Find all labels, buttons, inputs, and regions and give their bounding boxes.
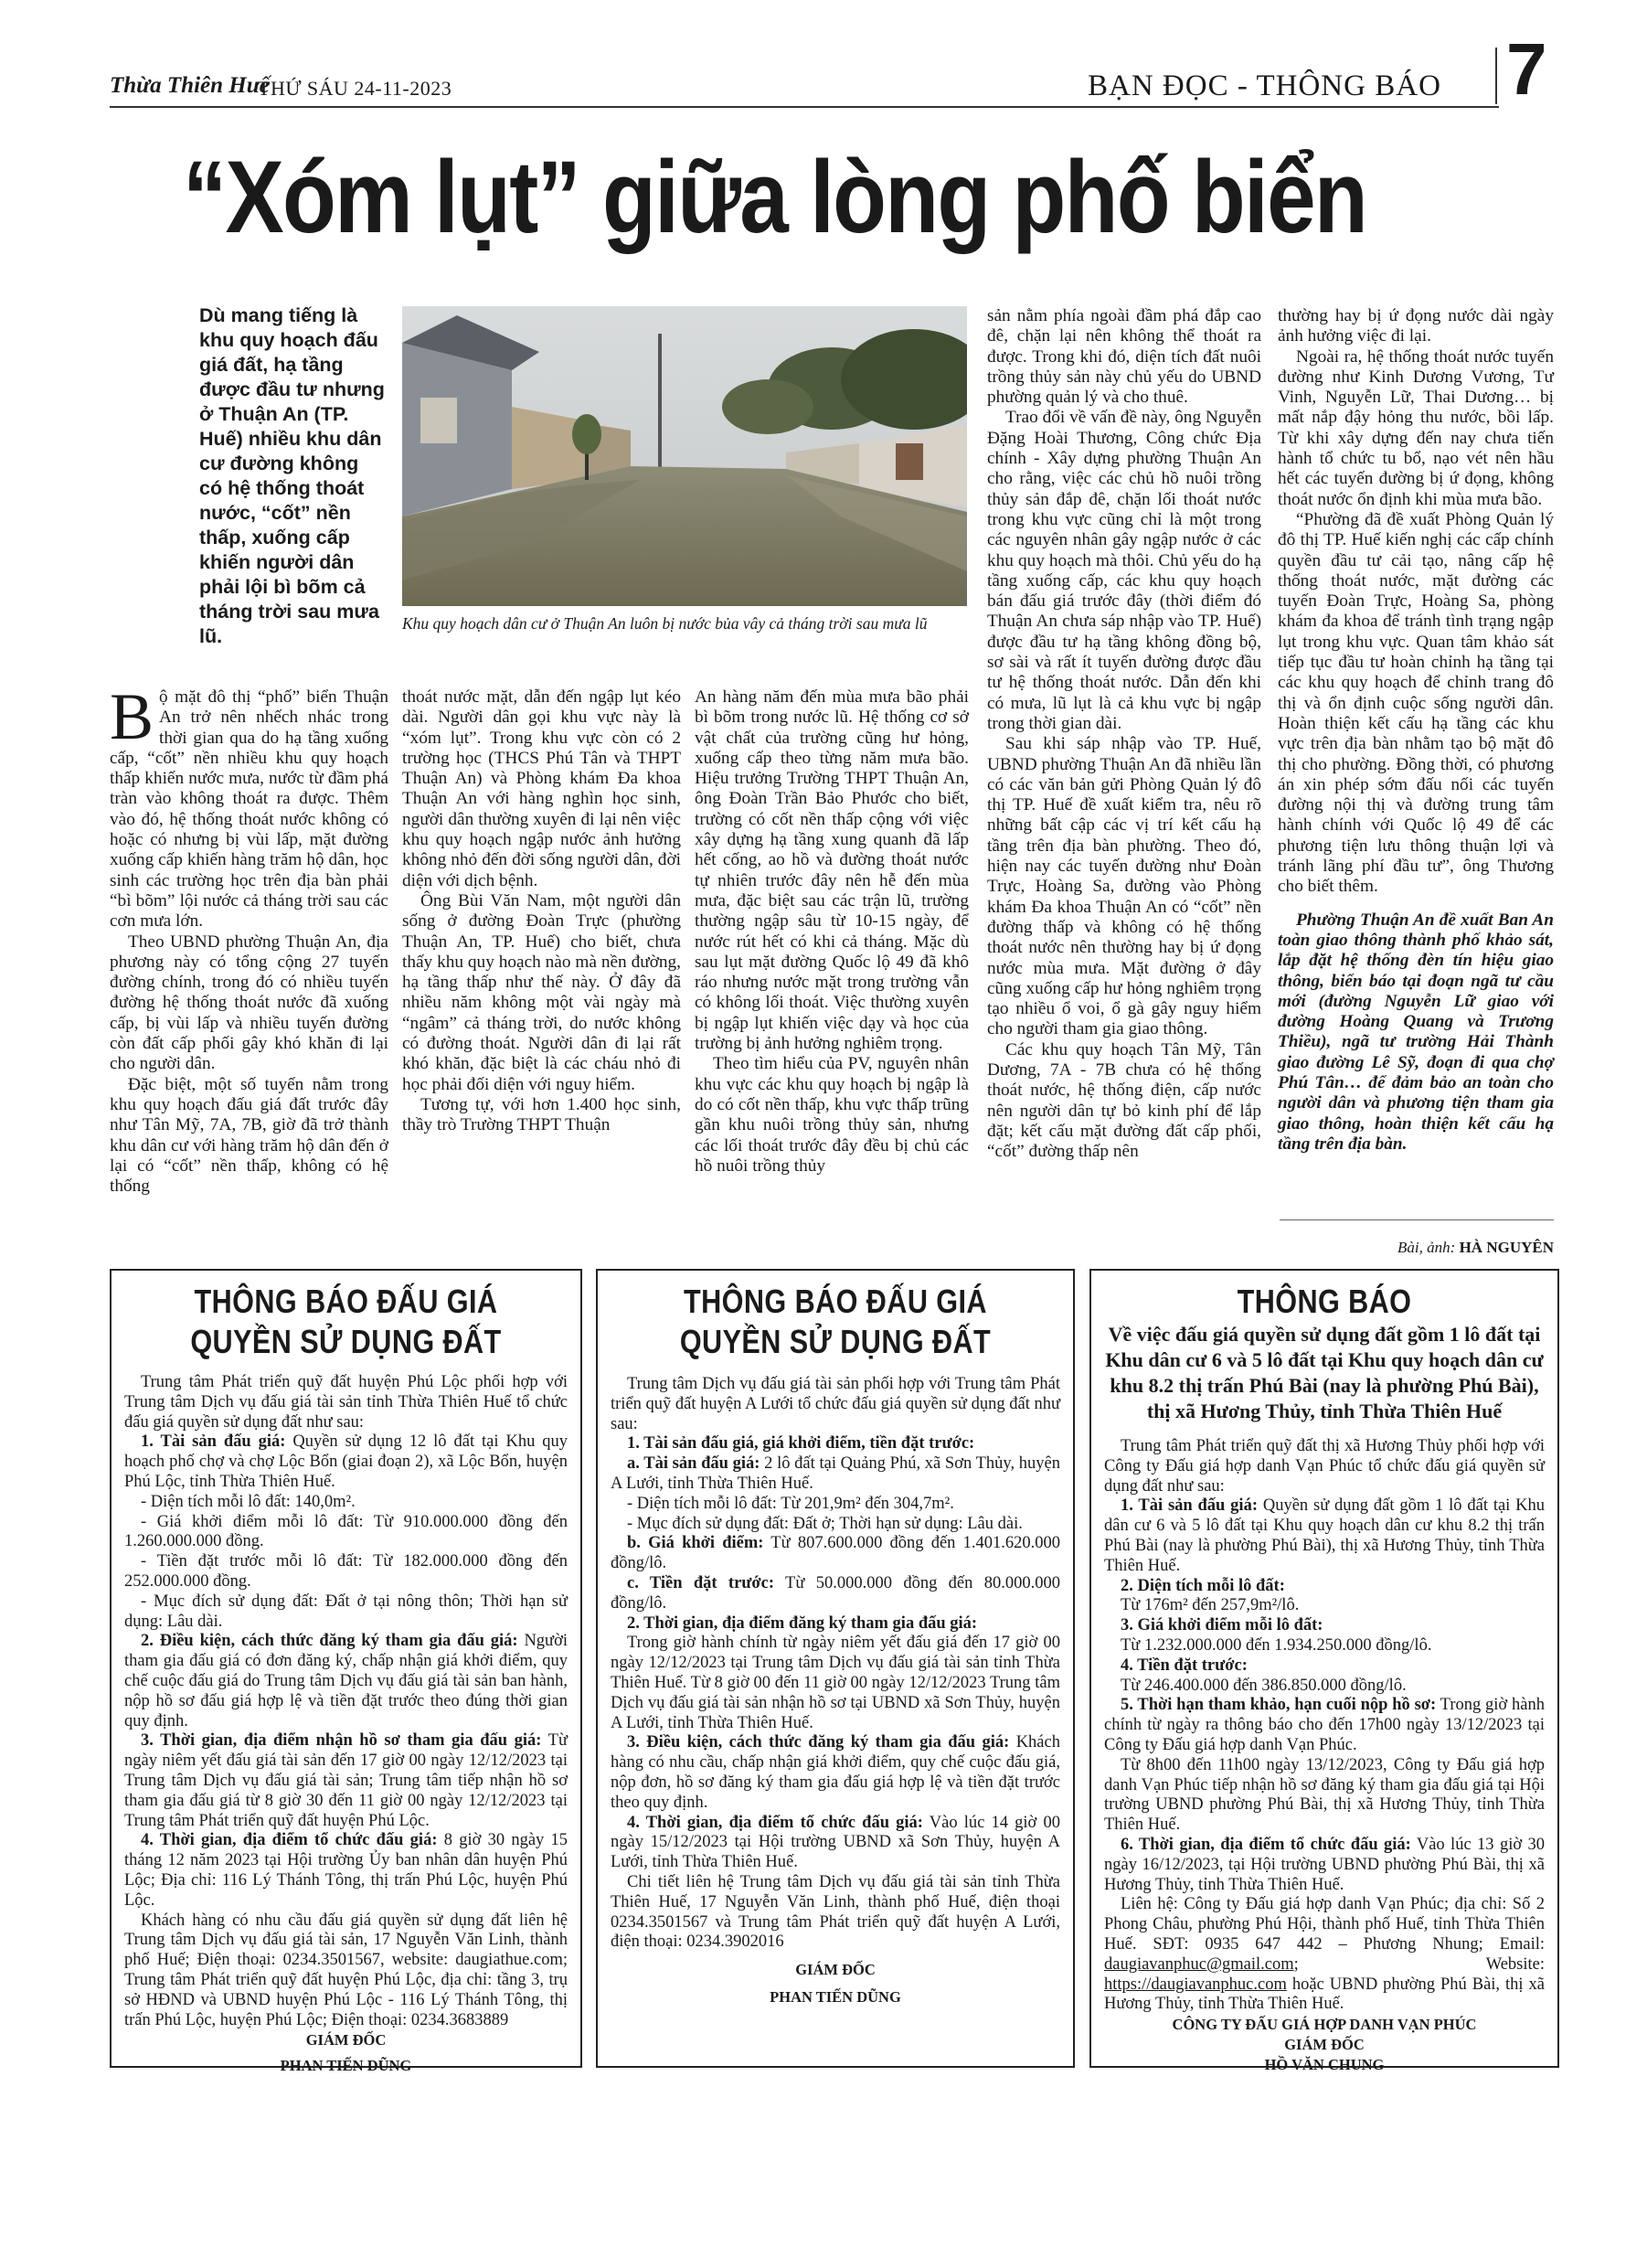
byline-prefix: Bài, ảnh:	[1397, 1239, 1460, 1256]
item-label: 3. Thời gian, địa điểm nhận hồ sơ tham gia đấu giá:	[141, 1731, 542, 1751]
article-column-1	[110, 680, 388, 1197]
paragraph: An hàng năm đến mùa mưa bão phải bì bõm trong nước lũ. Hệ thống cơ sở vật chất của trường cũng hư hỏng, xuống cấp theo từng năm mưa bão. Hiệu trưởng Trường THPT Thuận An, ông Đoàn Trần Bảo Phước cho biết, trường có cốt nền thấp cộng với việc xây dựng hạ tầng xung quanh đã lấp hết cống, ao hồ và đường thoát nước tự nhiên trước đây nên hễ đến mùa mưa, đặc biệt sau các trận lũ, trường thường ngập sâu từ 10-15 ngày, để nước rút hết có khi cả tháng. Mặc dù sau lụt mặt đường Quốc lộ 49 đã khô ráo nhưng nước mặt trong trường vẫn có không lối thoát. Việc thường xuyên bị ngập lụt khiến việc dạy và học của trường bị ảnh hưởng nghiêm trọng.	[695, 687, 969, 1054]
issue-date: THỨ SÁU 24-11-2023	[258, 77, 452, 100]
notice-item-1	[611, 1434, 1060, 1454]
notice-subitem: - Giá khởi điểm mỗi lô đất: Từ 910.000.000 đồng đến 1.260.000.000 đồng.	[124, 1512, 568, 1551]
highlight-paragraph: Phường Thuận An đề xuất Ban An toàn giao thông thành phố khảo sát, lắp đặt hệ thống đèn tín hiệu giao thông, biển báo tại đoạn ngã tư cầu mới (đường Nguyễn Lữ giao với đường Hoàng Quang và Trương Thiều), ngã tư trường Hải Thành giao đường Lê Sỹ, đoạn đi qua chợ Phú Tân… để đảm bảo an toàn cho người dân và phương tiện tham gia giao thông, hoàn thiện kết cấu hạ tầng trên địa bàn.	[1278, 910, 1554, 1154]
item-text: Khách hàng có nhu cầu, chấp nhận giá khởi điểm, quy chế cuộc đấu giá, nộp đơn, hồ sơ đăng ký tham gia đấu giá hợp lệ và tiền đặt trước theo quy định.	[611, 1733, 1060, 1812]
item-text: 8 giờ 30 ngày 15 tháng 12 năm 2023 tại Hội trường Ủy ban nhân dân huyện Phú Lộc; Địa chỉ: 116 Lý Thánh Tông, thị trấn Phú Lộc, huyện Phú Lộc.	[124, 1831, 568, 1910]
notice-item-4	[124, 1831, 568, 1911]
photo-caption: Khu quy hoạch dân cư ở Thuận An luôn bị nước bủa vây cả tháng trời sau mưa lũ	[402, 614, 928, 633]
item-label: 1. Tài sản đấu giá:	[141, 1432, 286, 1452]
website-link[interactable]: https://daugiavanphuc.com	[1104, 1975, 1287, 1994]
signature-company: CÔNG TY ĐẤU GIÁ HỢP DANH VẠN PHÚC	[1172, 2016, 1477, 2034]
notice-item-2-text: Trong giờ hành chính từ ngày niêm yết đấu giá đến 17 giờ 00 ngày 12/12/2023 tại Trung tâm Dịch vụ đấu giá tài sản tỉnh Thừa Thiên Huế. Từ 8 giờ 00 đến 11 giờ 00 ngày 12/12/2023 Trung tâm Dịch vụ đấu giá tài sản nhận hồ sơ tại UBND xã Sơn Thủy, huyện A Lưới, tỉnh Thừa Thiên Huế.	[611, 1634, 1060, 1732]
article-column-4	[987, 306, 1261, 1162]
newspaper-name: Thừa Thiên Huế	[110, 73, 270, 98]
notice-item-3	[124, 1731, 568, 1831]
paragraph: Ngoài ra, hệ thống thoát nước tuyến đường như Kinh Dương Vương, Tư Vinh, Nguyễn Lữ, Thai Dương… bị mất nắp đậy hỏng thu nước, bồi lấp. Từ khi xây dựng đến nay chưa tiến hành tổ chức tu bổ, nạo vét nên hầu hết các tuyến đường bị ứ đọng, không thoát nước ổn định khi mùa mưa bão.	[1278, 346, 1554, 509]
page-number: 7	[1506, 28, 1547, 110]
byline	[1280, 1239, 1554, 1257]
contact-text: Liên hệ: Công ty Đấu giá hợp danh Vạn Phúc; địa chỉ: Số 2 Phong Châu, phường Phú Hội, thành phố Huế, tỉnh Thừa Thiên Huế. SĐT: 0935 647 442 – Phương Nhung; Email:	[1104, 1895, 1545, 1954]
notice-item-3-text: Từ 1.232.000.000 đến 1.934.250.000 đồng/lô.	[1121, 1635, 1432, 1655]
paragraph: thoát nước mặt, dẫn đến ngập lụt kéo dài. Người dân gọi khu vực này là “xóm lụt”. Trong khu vực còn có 2 trường học (THCS Phú Tân và THPT Thuận An) và Phòng khám Đa khoa Thuận An với hàng nghìn học sinh, người dân thường xuyên đi lại nên việc khu quy hoạch ngập nước ảnh hưởng không nhỏ đến đời sống người dân, đời diện với dịch bệnh.	[402, 687, 681, 890]
item-label: 4. Tiền đặt trước:	[1121, 1656, 1248, 1675]
item-label: 6. Thời gian, địa điểm tổ chức đấu giá:	[1121, 1835, 1411, 1854]
paragraph: Đặc biệt, một số tuyến nằm trong khu quy hoạch đấu giá đất trước đây như Tân Mỹ, 7A, 7B, giờ đã trở thành khu dân cư với hàng trăm hộ dân đến ở lại có “cốt” nền thấp, không có hệ thống	[110, 1074, 388, 1197]
header-rule	[110, 106, 1499, 108]
item-label: 2. Diện tích mỗi lô đất:	[1121, 1576, 1285, 1595]
article-headline: “Xóm lụt” giữa lòng phố biển	[183, 140, 1367, 254]
notice-box-3	[1089, 1269, 1559, 2073]
notice-title-line-1: THÔNG BÁO ĐẤU GIÁ	[684, 1283, 987, 1320]
notice-title-line-2: QUYỀN SỬ DỤNG ĐẤT	[679, 1323, 992, 1360]
notice-item-5-more: Từ 8h00 đến 11h00 ngày 13/12/2023, Công ty Đấu giá hợp danh Vạn Phúc tiếp nhận hồ sơ đăng ký tham gia đấu giá tại Hội trường UBND phường Phú Bài, thị xã Hương Thủy, tỉnh Thừa Thiên Huế.	[1104, 1755, 1545, 1835]
notice-item-2	[124, 1632, 568, 1731]
article-column-5	[1278, 306, 1554, 1155]
paragraph: Theo tìm hiểu của PV, nguyên nhân khu vực các khu quy hoạch bị ngập là do có cốt nền thấp, khu vực thấp trũng gần khu nuôi trồng thủy sản, nhưng các lối thoát trước đây đều bị chủ các hồ nuôi trồng thủy	[695, 1054, 969, 1176]
notice-title-line-2: QUYỀN SỬ DỤNG ĐẤT	[190, 1323, 502, 1360]
item-label: 4. Thời gian, địa điểm tổ chức đấu giá:	[141, 1831, 438, 1850]
notice-subitem: - Tiền đặt trước mỗi lô đất: Từ 182.000.000 đồng đến 252.000.000 đồng.	[124, 1552, 568, 1591]
contact-text: hoặc UBND phường Phú Bài, thị xã Hương Thủy, tỉnh Thừa Thiên Huế.	[1104, 1975, 1545, 2014]
byline-author: HÀ NGUYÊN	[1459, 1239, 1554, 1256]
paragraph-text: ộ mặt đô thị “phố” biển Thuận An trở nên nhếch nhác trong thời gian qua do hạ tầng xuống cấp, “cốt” nền nhiều khu quy hoạch thấp khiến nước mưa, nước từ đầm phá tràn vào không thoát ra được. Thêm vào đó, hệ thống thoát nước không có hoặc có nhưng bị vùi lấp, mặt đường xuống cấp khiến hàng trăm hộ dân, học sinh các trường học trên địa bàn phải “bì bõm” lội nước cả tháng trời sau các cơn mưa lớn.	[110, 687, 388, 932]
paragraph: Ông Bùi Văn Nam, một người dân sống ở đường Đoàn Trực (phường Thuận An, TP. Huế) cho biết, chưa thấy khu quy hoạch nào mà nền đường, hạ tầng thấp như thế này. Ở đây đã nhiều năm không một vài ngày mà “ngâm” cả tháng trời, do nước không có đường thoát. Người dân đi lại rất khó khăn, đặc biệt là các cháu nhỏ đi học phải đối diện với nguy hiểm.	[402, 890, 681, 1094]
paragraph: sản nằm phía ngoài đầm phá đắp cao đê, chặn lại nên không thể thoát ra được. Trong khi đó, diện tích đất nuôi trồng thủy sản này chủ yếu do UBND phường quản lý và cho thuê.	[987, 306, 1261, 408]
article-photo	[402, 306, 967, 606]
paragraph	[110, 680, 388, 932]
notice-item-4-text: Từ 246.400.000 đến 386.850.000 đồng/lô.	[1121, 1676, 1407, 1695]
item-text: Trong giờ hành chính từ ngày ra thông báo cho đến 17h00 ngày 13/12/2023 tại Công ty Đấu giá hợp danh Vạn Phúc.	[1104, 1696, 1545, 1754]
notice-subitem: - Diện tích mỗi lô đất: Từ 201,9m² đến 304,7m².	[627, 1494, 954, 1513]
notice-item-2-text: Từ 176m² đến 257,9m²/lô.	[1121, 1596, 1300, 1615]
email-link[interactable]: daugiavanphuc@gmail.com	[1104, 1954, 1294, 1974]
paragraph: Các khu quy hoạch Tân Mỹ, Tân Dương, 7A - 7B chưa có hệ thống thoát nước, hệ thống điện, cấp nước nên người dân tự bỏ kinh phí để lắp đặt; kết cấu mặt đường đất cấp phối, “cốt” đường thấp nên	[987, 1039, 1261, 1162]
notice-item-3	[1104, 1616, 1545, 1636]
notice-item-1c	[611, 1574, 1060, 1614]
item-text: Từ ngày niêm yết đấu giá tài sản đến 17 giờ 00 ngày 12/12/2023 tại Trung tâm Dịch vụ đấu giá tài sản; Trung tâm tiếp nhận hồ sơ tham gia đấu giá từ 8 giờ 30 đến 11 giờ 00 ngày 12/12/2023 tại Trung tâm Phát triển quỹ đất huyện Phú Lộc.	[124, 1731, 568, 1830]
signature-name: HỒ VĂN CHUNG	[1264, 2055, 1385, 2073]
notice-item-6	[1104, 1836, 1545, 1895]
paragraph: Theo UBND phường Thuận An, địa phương này có tổng cộng 27 tuyến đường chính, trong đó có nhiều tuyến đường hệ thống thoát nước đã xuống cấp, bị vùi lấp và nhiều tuyến đường còn đất cấp phối gây khó khăn đi lại cho người dân.	[110, 932, 388, 1074]
article-column-2	[402, 687, 681, 1136]
paragraph: Sau khi sáp nhập vào TP. Huế, UBND phường Thuận An đã nhiều lần có các văn bản gửi Phòng Quản lý đô thị TP. Huế đề xuất kiểm tra, nêu rõ những bất cập các vị trí kết cấu hạ tầng trên địa bàn phường. Theo đó, hiện nay các tuyến đường như Đoàn Trực, Hoàng Sa, đường vào Phòng khám Đa khoa Thuận An có “cốt” nền đường thấp và không có hệ thống thoát nước nên thường hay bị ứ đọng nước mùa mưa. Mặt đường ở đây cũng xuống cấp hư hỏng nghiêm trọng tạo nhiều ổ voi, ổ gà gây nguy hiểm cho người tham gia giao thông.	[987, 734, 1261, 1039]
paragraph: Tương tự, với hơn 1.400 học sinh, thầy trò Trường THPT Thuận	[402, 1094, 681, 1135]
notice-contact: Chi tiết liên hệ Trung tâm Dịch vụ đấu giá tài sản tỉnh Thừa Thiên Huế, 17 Nguyễn Văn Linh, thành phố Huế, điện thoại 0234.3501567 và Trung tâm Phát triển quỹ đất huyện A Lưới, điện thoại: 0234.3902016	[611, 1872, 1060, 1952]
paragraph: Trao đổi về vấn đề này, ông Nguyễn Đặng Hoài Thương, Công chức Địa chính - Xây dựng phường Thuận An cho rằng, việc các chủ hồ nuôi trồng thủy sản đắp đê, chặn lối thoát nước trong khu vực cũng chỉ là một trong các nguyên nhân gây ngập nước ở các khu quy hoạch mà thôi. Chủ yếu do hạ tầng xuống cấp, các khu quy hoạch bán đấu giá trước đây (thời điểm đó Thuận An chưa sáp nhập vào TP. Huế) được đầu tư hạ tầng không đồng bộ, sơ sài và rất ít tuyến đường được đầu tư hệ thống thoát nước. Dẫn đến khi có mưa, lũ lụt là cả khu vực bị ngập trong thời gian dài.	[987, 408, 1261, 733]
notice-title: THÔNG BÁO	[1237, 1283, 1412, 1320]
notice-subitem: - Mục đích sử dụng đất: Đất ở; Thời hạn sử dụng: Lâu dài.	[627, 1514, 1023, 1533]
notice-box-1	[110, 1269, 582, 2075]
flooded-street-image	[402, 306, 967, 606]
notice-subitem: - Mục đích sử dụng đất: Đất ở tại nông thôn; Thời hạn sử dụng: Lâu dài.	[124, 1592, 568, 1631]
signature-name: PHAN TIẾN DŨNG	[280, 2057, 412, 2075]
signature-title: GIÁM ĐỐC	[305, 2031, 387, 2050]
paragraph: “Phường đã đề xuất Phòng Quản lý đô thị TP. Huế kiến nghị các cấp chính quyền đầu tư cải tạo, nâng cấp hệ thống thoát nước, mặt đường các tuyến Đoàn Trực, Hoàng Sa, phòng khám đa khoa để tránh tình trạng ngập lụt trong khu vực. Quan tâm khảo sát tiếp tục đầu tư hoàn chỉnh hạ tầng tại các khu quy hoạch để chỉnh trang đô thị và ổn định cuộc sống người dân. Hoàn thiện kết cấu hạ tầng các khu vực trên địa bàn nhằm tạo bộ mặt đô thị cho phường. Đồng thời, có phương án xin phép sớm đấu nối các tuyến đường nội thị và đường trung tâm hành chính với Quốc lộ 49 để các phương tiện lưu thông thuận lợi và tránh lãng phí đầu tư”, ông Thương cho biết thêm.	[1278, 509, 1554, 897]
notice-item-5	[1104, 1696, 1545, 1755]
header-divider	[1495, 48, 1497, 104]
item-label: 2. Thời gian, địa điểm đăng ký tham gia đấu giá:	[627, 1613, 978, 1633]
notice-item-4	[1104, 1656, 1545, 1677]
item-label: 1. Tài sản đấu giá:	[1121, 1496, 1258, 1516]
contact-text: ; Website:	[1293, 1954, 1545, 1974]
notice-contact: Khách hàng có nhu cầu đấu giá quyền sử dụng đất liên hệ Trung tâm Dịch vụ đấu giá tài sản, 17 Nguyễn Văn Linh, thành phố Huế; Điện thoại: 0234.3501567, website: daugiathue.com; Trung tâm Phát triển quỹ đất huyện Phú Lộc, địa chỉ: tầng 3, trụ sở HĐND và UBND huyện Phú Lộc - 116 Lý Thánh Tông, thị trấn Phú Lộc, huyện Phú Lộc; Điện thoại: 0234.3683889	[124, 1911, 568, 2029]
notice-intro: Trung tâm Phát triển quỹ đất huyện Phú Lộc phối hợp với Trung tâm Dịch vụ đấu giá tài sản tỉnh Thừa Thiên Huế tổ chức đấu giá quyền sử dụng đất như sau:	[124, 1373, 568, 1432]
item-text: Từ 50.000.000 đồng đến 80.000.000 đồng/lô.	[611, 1573, 1060, 1613]
item-text: Quyền sử dụng 12 lô đất tại Khu quy hoạch phố chợ và chợ Lộc Bổn (giai đoạn 2), xã Lộc Bổn, huyện Phú Lộc, tỉnh Thừa Thiên Huế.	[124, 1432, 568, 1491]
notice-item-2	[1104, 1577, 1545, 1597]
signature-name: PHAN TIẾN DŨNG	[770, 1987, 901, 2006]
notice-item-1	[124, 1432, 568, 1492]
item-label: c. Tiền đặt trước:	[627, 1573, 775, 1592]
notice-item-1	[1104, 1496, 1545, 1576]
item-text: Quyền sử dụng đất gồm 1 lô đất tại Khu dân cư 6 và 5 lô đất tại Khu quy hoạch dân cư khu 8.2 thị trấn Phú Bài (nay là phường Phú Bài), thị xã Hương Thủy, tỉnh Thừa Thiên Huế.	[1104, 1496, 1546, 1575]
signature-title: GIÁM ĐỐC	[795, 1961, 876, 1979]
notice-box-2	[596, 1269, 1075, 2068]
paragraph: thường hay bị ứ đọng nước dài ngày ảnh hưởng việc đi lại.	[1278, 306, 1554, 346]
signature-title: GIÁM ĐỐC	[1284, 2035, 1365, 2053]
drop-cap: B	[110, 680, 154, 753]
item-text: Vào lúc 13 giờ 30 ngày 16/12/2023, tại Hội trường UBND phường Phú Bài, thị xã Hương Thủy, tỉnh Thừa Thiên Huế.	[1104, 1835, 1545, 1894]
byline-rule	[1280, 1219, 1554, 1220]
notice-item-2	[611, 1614, 1060, 1634]
item-text: 2 lô đất tại Quảng Phú, xã Sơn Thủy, huyện A Lưới, tỉnh Thừa Thiên Huế.	[611, 1454, 1061, 1493]
item-label: 1. Tài sản đấu giá, giá khởi điểm, tiền đặt trước:	[627, 1434, 975, 1453]
item-label: 3. Điều kiện, cách thức đăng ký tham gia đấu giá:	[627, 1733, 1010, 1752]
item-label: 4. Thời gian, địa điểm tổ chức đấu giá:	[627, 1813, 923, 1832]
item-label: 5. Thời hạn tham khảo, hạn cuối nộp hồ sơ:	[1121, 1696, 1437, 1715]
notice-item-1b	[611, 1534, 1060, 1574]
item-label: 3. Giá khởi điểm mỗi lô đất:	[1121, 1616, 1323, 1635]
item-label: 2. Điều kiện, cách thức đăng ký tham gia đấu giá:	[141, 1632, 518, 1651]
notice-contact	[1104, 1895, 1545, 2015]
notice-item-3	[611, 1733, 1060, 1813]
item-text: Người tham gia đấu giá có đơn đăng ký, chấp nhận giá khởi điểm, quy chế cuộc đấu giá do Trung tâm Dịch vụ đấu giá tài sản ban hành, nộp hồ sơ đấu giá hợp lệ và tiền đặt trước theo đúng thời gian quy định.	[124, 1632, 568, 1730]
notice-subitem: - Diện tích mỗi lô đất: 140,0m².	[141, 1492, 356, 1511]
notice-subtitle: Về việc đấu giá quyền sử dụng đất gồm 1 lô đất tại Khu dân cư 6 và 5 lô đất tại Khu quy hoạch dân cư khu 8.2 thị trấn Phú Bài (nay là phường Phú Bài), thị xã Hương Thủy, tỉnh Thừa Thiên Huế	[1105, 1323, 1544, 1422]
notice-intro: Trung tâm Phát triển quỹ đất thị xã Hương Thủy phối hợp với Công ty Đấu giá hợp danh Vạn Phúc tổ chức đấu giá quyền sử dụng đất như sau:	[1104, 1437, 1545, 1496]
notice-item-4	[611, 1814, 1060, 1873]
item-label: a. Tài sản đấu giá:	[627, 1454, 760, 1474]
notice-item-1a	[611, 1454, 1060, 1495]
section-title: BẠN ĐỌC - THÔNG BÁO	[1088, 69, 1441, 102]
notice-title-line-1: THÔNG BÁO ĐẤU GIÁ	[194, 1283, 498, 1320]
article-column-3	[695, 687, 969, 1177]
item-label: b. Giá khởi điểm:	[627, 1534, 764, 1553]
item-text: Từ 807.600.000 đồng đến 1.401.620.000 đồng/lô.	[611, 1534, 1060, 1573]
item-text: Vào lúc 14 giờ 00 ngày 15/12/2023 tại Hội trường UBND xã Sơn Thủy, huyện A Lưới, tỉnh Thừa Thiên Huế.	[611, 1813, 1061, 1872]
article-lead: Dù mang tiếng là khu quy hoạch đấu giá đất, hạ tầng được đầu tư nhưng ở Thuận An (TP. Huế) nhiều khu dân cư đường không có hệ thống thoát nước, “cốt” nền thấp, xuống cấp khiến người dân phải lội bì bõm cả tháng trời sau mưa lũ.	[199, 304, 385, 647]
notice-intro: Trung tâm Dịch vụ đấu giá tài sản phối hợp với Trung tâm Phát triển quỹ đất huyện A Lưới tổ chức đấu giá quyền sử dụng đất như sau:	[611, 1375, 1060, 1433]
